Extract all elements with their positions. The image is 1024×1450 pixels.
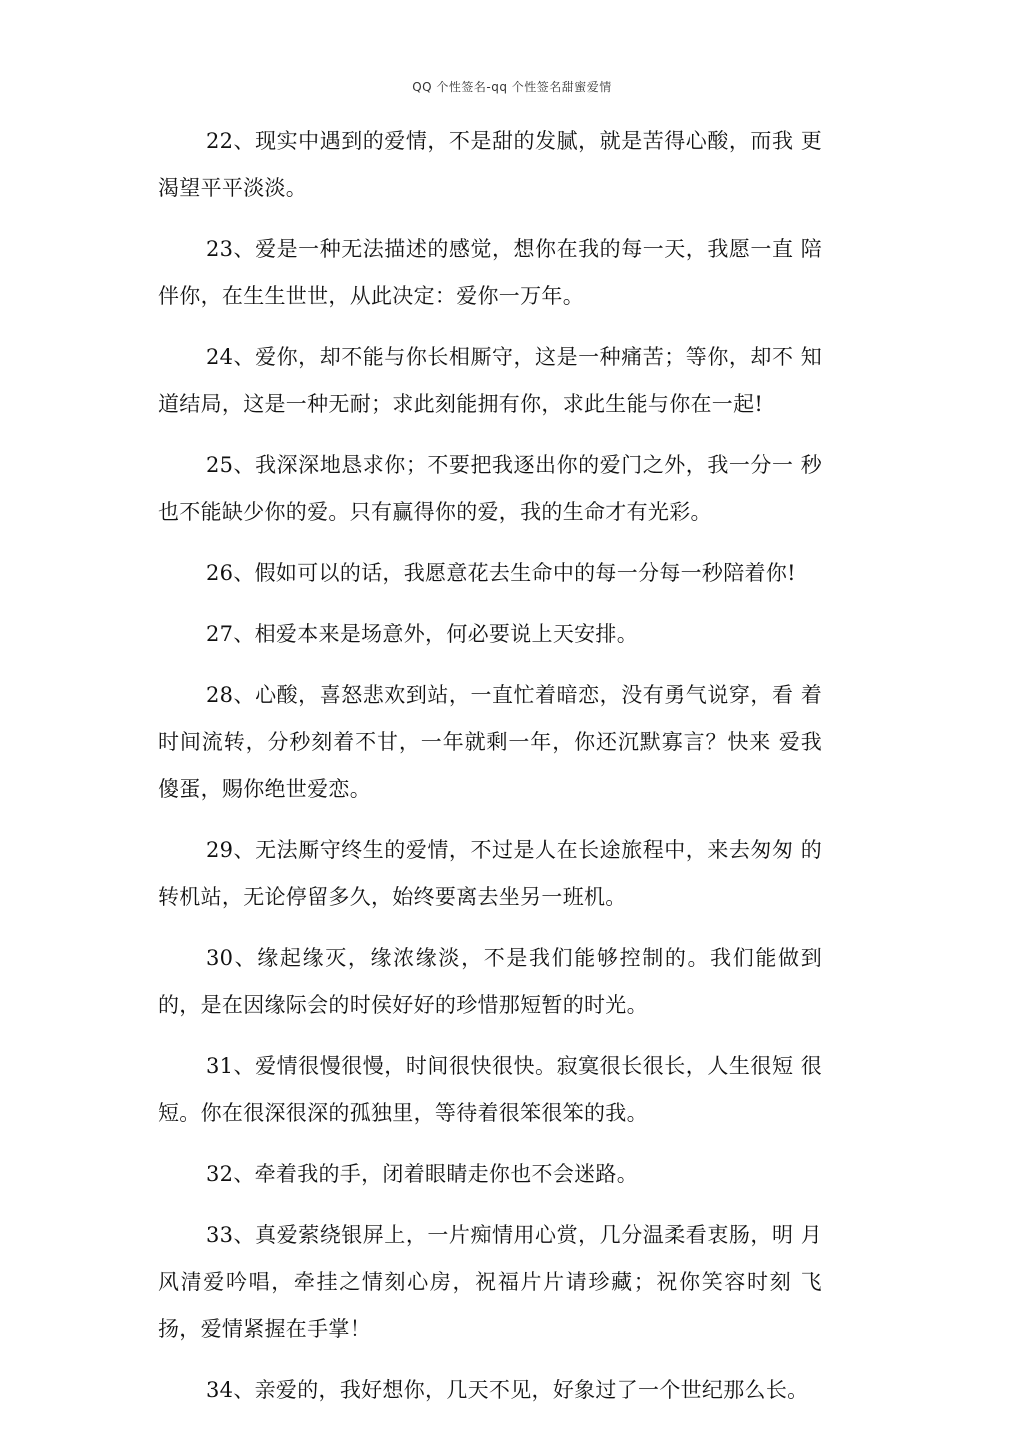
document-body	[158, 118, 822, 1428]
paragraph-26: 26、假如可以的话，我愿意花去生命中的每一分每一秒陪着你!	[206, 561, 796, 585]
paragraph-25: 25、我深深地恳求你；不要把我逐出你的爱门之外，我一分一 秒也不能缺少你的爱。只有赢得你的爱，我的生命才有光彩。	[158, 453, 822, 524]
paragraph-32: 32、牵着我的手，闭着眼睛走你也不会迷路。	[206, 1162, 639, 1186]
page-header: QQ 个性签名-qq 个性签名甜蜜爱情	[412, 80, 612, 94]
paragraph-27: 27、相爱本来是场意外，何必要说上天安排。	[206, 622, 639, 646]
paragraph-34: 34、亲爱的，我好想你，几天不见，好象过了一个世纪那么长。	[206, 1378, 809, 1402]
paragraph-31: 31、爱情很慢很慢，时间很快很快。寂寞很长很长，人生很短 很短。你在很深很深的孤独里，等待着很笨很笨的我。	[158, 1054, 822, 1125]
paragraph-23: 23、爱是一种无法描述的感觉，想你在我的每一天，我愿一直 陪伴你，在生生世世，从此决定：爱你一万年。	[158, 237, 822, 308]
paragraph-33: 33、真爱萦绕银屏上，一片痴情用心赏，几分温柔看衷肠，明 月风清爱吟唱，牵挂之情刻心房，祝福片片请珍藏；祝你笑容时刻 飞扬，爱情紧握在手掌！	[158, 1223, 822, 1341]
paragraph-28: 28、心酸，喜怒悲欢到站，一直忙着暗恋，没有勇气说穿，看 着时间流转，分秒刻着不甘，一年就剩一年，你还沉默寡言？快来 爱我傻蛋，赐你绝世爱恋。	[158, 683, 822, 801]
paragraph-30: 30、缘起缘灭，缘浓缘淡，不是我们能够控制的。我们能做到的，是在因缘际会的时侯好好的珍惜那短暂的时光。	[158, 946, 822, 1017]
paragraph-29: 29、无法厮守终生的爱情，不过是人在长途旅程中，来去匆匆 的转机站，无论停留多久，始终要离去坐另一班机。	[158, 838, 822, 909]
paragraph-22: 22、现实中遇到的爱情，不是甜的发腻，就是苦得心酸，而我 更渴望平平淡淡。	[158, 129, 822, 200]
paragraph-24: 24、爱你，却不能与你长相厮守，这是一种痛苦；等你，却不 知道结局，这是一种无耐；求此刻能拥有你，求此生能与你在一起!	[158, 345, 822, 416]
